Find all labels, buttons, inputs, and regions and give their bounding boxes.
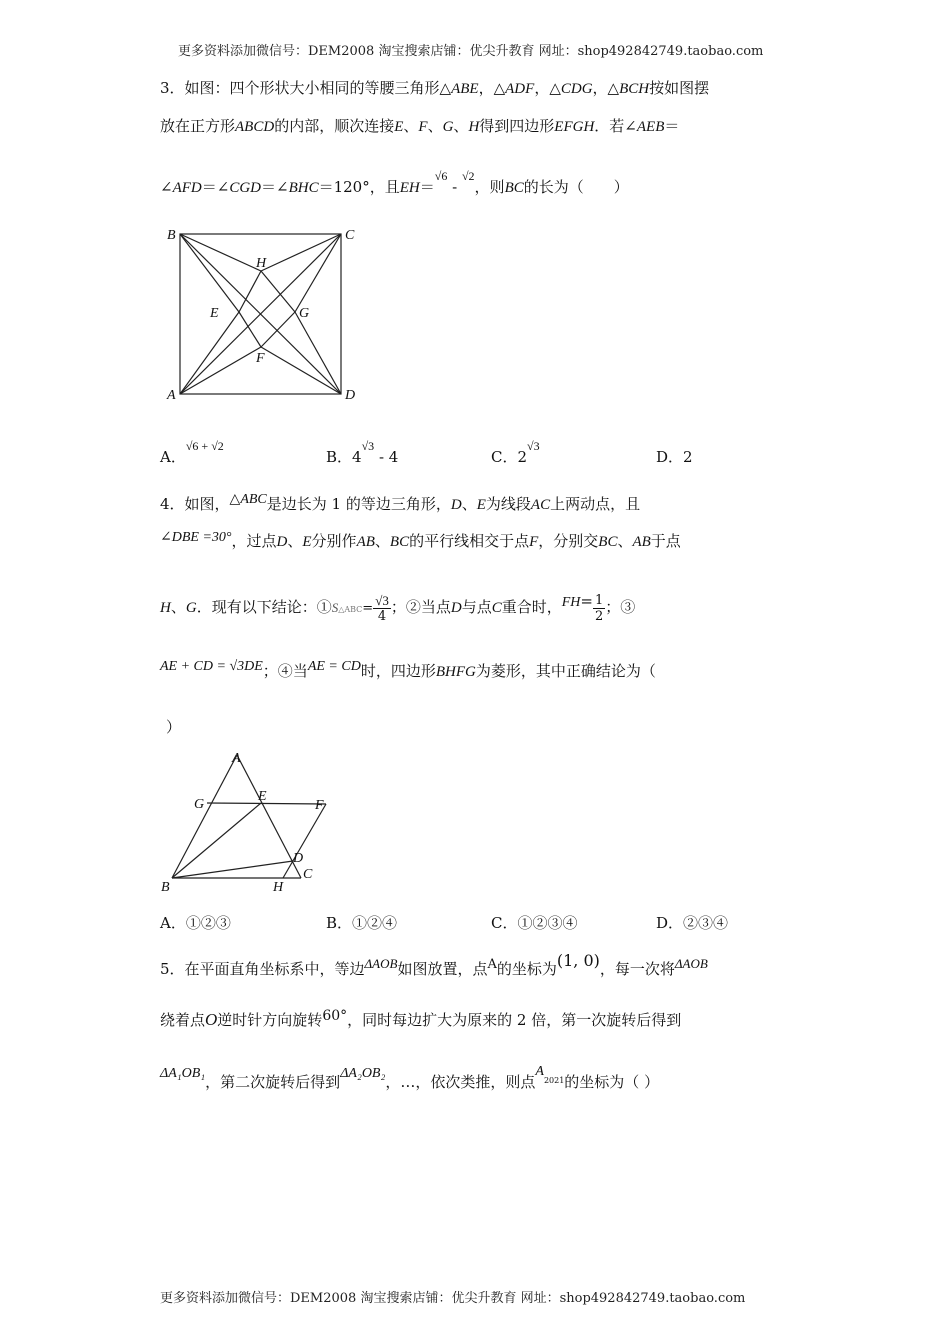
q3-sep: ，△: [534, 79, 561, 97]
q3-point: E: [394, 119, 404, 135]
q5-text: 逆时针方向旋转: [217, 1011, 323, 1029]
q4-line-4: [160, 660, 656, 684]
segment-eh: [239, 271, 261, 312]
q5-coord: (1, 0): [556, 951, 600, 970]
q4-text: 是边长为 1 的等边三角形，: [266, 495, 451, 513]
q5-text: ，第二次旋转后得到: [205, 1073, 341, 1091]
q4-point: G: [185, 600, 197, 616]
label-f: F: [315, 798, 324, 813]
q4-bc: BC: [389, 534, 410, 550]
q4-eq: =: [362, 601, 374, 616]
q4-point: E: [476, 497, 486, 513]
q3-text: ＝120°，且: [318, 178, 400, 196]
q4-sep: 、: [617, 532, 633, 550]
label-g: G: [299, 306, 310, 321]
segment-be: [180, 234, 239, 312]
q4-sep: 、: [461, 495, 477, 513]
q3-eq: ＝: [201, 178, 217, 196]
q3-option-d[interactable]: [656, 446, 693, 467]
q4-sep: 、: [374, 532, 390, 550]
q4-s-sub: △ABC: [338, 605, 363, 614]
q4-triangle: △ABC: [229, 492, 267, 507]
q3-angle: ∠AFD: [160, 180, 202, 196]
q4-bhfg: BHFG: [435, 664, 476, 680]
q4-sep: 、: [287, 532, 303, 550]
q3-eh: EH: [399, 180, 420, 196]
option-label: A．: [160, 914, 186, 932]
option-label: C．: [491, 914, 518, 932]
q5-a2021: A: [535, 1064, 544, 1079]
q5-line-2: [160, 1009, 681, 1032]
option-label: B．: [326, 914, 353, 932]
q4-condition: AE = CD: [307, 659, 361, 674]
q4-text: ；④当: [262, 662, 308, 680]
q3-sqrt2: √2: [461, 169, 475, 183]
q3-sqrt6: √6: [434, 169, 448, 183]
q4-ac: AC: [530, 497, 551, 513]
q4-option-c[interactable]: [491, 912, 578, 933]
q4-option-a[interactable]: [160, 912, 231, 933]
segment-ac: [237, 755, 304, 878]
q4-text: 与点: [461, 598, 492, 616]
q4-option-b[interactable]: [326, 912, 397, 933]
q4-text: 为菱形，其中正确结论为（: [475, 662, 656, 680]
option-label: C．: [491, 448, 518, 466]
segment-hg: [261, 271, 295, 312]
label-d: D: [293, 851, 304, 866]
q5-a2021-sub: 2021: [543, 1076, 565, 1085]
q4-text: 4．如图，: [160, 495, 230, 513]
q3-line-1: [160, 77, 709, 100]
q4-sep: 、: [170, 598, 186, 616]
label-b: B: [161, 880, 170, 895]
q4-line-3: [160, 590, 635, 627]
segment-bd: [172, 861, 293, 878]
q4-frac-s: [373, 593, 391, 624]
q3-bch: BCH: [619, 81, 650, 97]
q5-text: 如图放置，点: [397, 960, 488, 978]
q4-point: F: [529, 534, 539, 550]
q3-point: F: [418, 119, 428, 135]
label-d: D: [345, 388, 356, 403]
q4-text: ；③: [605, 598, 636, 616]
q3-angle: ∠CGD: [216, 180, 261, 196]
q4-frac-den: 4: [377, 608, 387, 624]
q4-text: 上两动点，且: [550, 495, 641, 513]
label-f: F: [256, 351, 265, 366]
q3-aeb: AEB: [636, 119, 665, 135]
q3-sep: 、: [427, 117, 443, 135]
label-e: E: [258, 789, 267, 804]
segment-be: [172, 803, 261, 878]
q3-text: 按如图摆: [649, 79, 710, 97]
q4-s: S: [331, 600, 339, 615]
q3-sep: 、: [403, 117, 419, 135]
q5-aob: ΔAOB: [674, 956, 708, 971]
q4-fh: FH: [561, 595, 581, 610]
option-sqrt: √3: [361, 439, 375, 453]
q4-text: 分别作: [311, 532, 357, 550]
segment-ab: [172, 755, 237, 878]
label-a: A: [232, 751, 241, 766]
q4-ab: AB: [356, 534, 375, 550]
q5-triangle-2: ΔA₂OB₂: [340, 1066, 386, 1081]
q3-text: ，则: [474, 178, 505, 196]
q4-frac-num: √3: [375, 592, 389, 608]
q3-option-c[interactable]: [491, 439, 540, 467]
q4-line-2: [160, 530, 681, 554]
option-label: D．: [656, 914, 684, 932]
q5-text: ，…，依次类推，则点: [385, 1073, 536, 1091]
option-value: - 4: [374, 448, 399, 466]
page-header: 更多资料添加微信号：DEM2008 淘宝搜索店铺：优尖升教育 网址：shop492842749.taobao.com: [178, 44, 764, 59]
q5-text: 的坐标为（ ）: [564, 1073, 660, 1091]
label-c: C: [345, 228, 355, 243]
option-value: 4: [352, 448, 362, 466]
q4-ab: AB: [632, 534, 651, 550]
q3-text: 的长为（ ）: [523, 178, 629, 196]
q4-text: 的平行线相交于点: [409, 532, 530, 550]
label-h: H: [273, 880, 284, 895]
q3-abe: ABE: [451, 81, 479, 97]
q3-line-2: [160, 115, 679, 138]
segment-ae: [180, 312, 239, 394]
q4-figure: [156, 745, 346, 900]
q4-text: ；②当点: [390, 598, 451, 616]
q4-point: H: [160, 600, 171, 616]
q5-deg: 60°: [322, 1008, 348, 1024]
option-value: ①②④: [352, 914, 398, 932]
option-value: ①②③: [185, 914, 231, 932]
q4-angle: ∠DBE =30°: [160, 530, 232, 545]
q4-frac-fh: [593, 593, 605, 624]
q4-line-1: [160, 493, 640, 517]
q3-point: G: [442, 119, 454, 135]
q4-text: 时，四边形: [360, 662, 436, 680]
label-c: C: [303, 867, 313, 882]
q3-eq: ＝: [261, 178, 277, 196]
segment-dg: [295, 312, 341, 394]
segment-ch: [261, 234, 341, 271]
label-e: E: [210, 306, 219, 321]
q3-cdg: CDG: [560, 81, 593, 97]
q4-eq: =: [580, 592, 593, 610]
q5-text: 5．在平面直角坐标系中，等边: [160, 960, 365, 978]
q4-frac-den: 2: [595, 608, 604, 624]
option-label: D．: [656, 448, 684, 466]
q4-point: C: [491, 600, 502, 616]
q3-text: 得到四边形: [479, 117, 555, 135]
q3-option-b[interactable]: [326, 439, 399, 467]
segment-gf: [261, 312, 295, 347]
segment-bh: [180, 234, 261, 271]
q5-text: 的坐标为: [496, 960, 557, 978]
q3-angle: ∠BHC: [276, 180, 319, 196]
q3-bc: BC: [504, 180, 524, 196]
q4-text: 为线段: [485, 495, 531, 513]
q5-text: 绕着点: [160, 1011, 206, 1029]
q5-text: ，同时每边扩大为原来的 2 倍，第一次旋转后得到: [347, 1011, 682, 1029]
q3-line-3: [160, 169, 629, 199]
q4-frac-num: 1: [595, 592, 604, 608]
label-g: G: [194, 797, 205, 812]
q5-a: A: [487, 957, 497, 972]
option-value: ①②③④: [517, 914, 578, 932]
q4-text: 重合时，: [501, 598, 562, 616]
q3-minus: -: [447, 178, 462, 196]
q4-option-d[interactable]: [656, 912, 728, 933]
label-a: A: [167, 388, 176, 403]
option-value: 2: [517, 448, 528, 466]
option-value: √6 + √2: [185, 439, 224, 453]
q3-sep: ，△: [478, 79, 506, 97]
option-sqrt: √3: [527, 439, 540, 453]
q3-abcd: ABCD: [235, 119, 275, 135]
option-value: 2: [683, 448, 693, 466]
q3-point: H: [468, 119, 480, 135]
q3-sep: ，△: [592, 79, 620, 97]
q4-text: ，分别交: [538, 532, 599, 550]
q3-sep: 、: [453, 117, 469, 135]
q4-bc: BC: [598, 534, 618, 550]
q4-point: E: [302, 534, 312, 550]
q3-eq: ＝: [419, 178, 435, 196]
page-footer: 更多资料添加微信号：DEM2008 淘宝搜索店铺：优尖升教育 网址：shop492842749.taobao.com: [160, 1291, 746, 1306]
q5-text: ，每一次将: [599, 960, 675, 978]
q3-adf: ADF: [505, 81, 535, 97]
option-value: ②③④: [683, 914, 729, 932]
q4-text: ．现有以下结论：①: [196, 598, 332, 616]
option-label: B．: [326, 448, 353, 466]
option-label: A．: [160, 448, 186, 466]
label-b: B: [167, 228, 176, 243]
q5-line-1: [160, 951, 708, 982]
q4-point: D: [450, 600, 462, 616]
label-h: H: [256, 256, 267, 271]
q3-text: 放在正方形: [160, 117, 236, 135]
q5-o: O: [205, 1010, 218, 1029]
q4-text: 于点: [650, 532, 681, 550]
q4-point: D: [276, 534, 288, 550]
q4-equation: AE + CD = √3DE: [160, 659, 263, 674]
q4-line-5: ）: [166, 718, 182, 736]
q3-eq: ＝: [664, 117, 680, 135]
q5-triangle-1: ΔA₁OB₁: [160, 1066, 206, 1081]
q3-text: 3．如图：四个形状大小相同的等腰三角形△: [160, 79, 452, 97]
q3-text: 的内部，顺次连接: [274, 117, 395, 135]
q3-option-a[interactable]: [160, 439, 224, 467]
q4-point: D: [450, 497, 462, 513]
q4-text: ，过点: [231, 532, 277, 550]
q3-figure: [160, 222, 370, 412]
q3-efgh: EFGH: [554, 119, 595, 135]
q5-aob: ΔAOB: [364, 956, 398, 971]
q3-text: ．若∠: [594, 117, 637, 135]
q5-line-3: [160, 1064, 660, 1096]
